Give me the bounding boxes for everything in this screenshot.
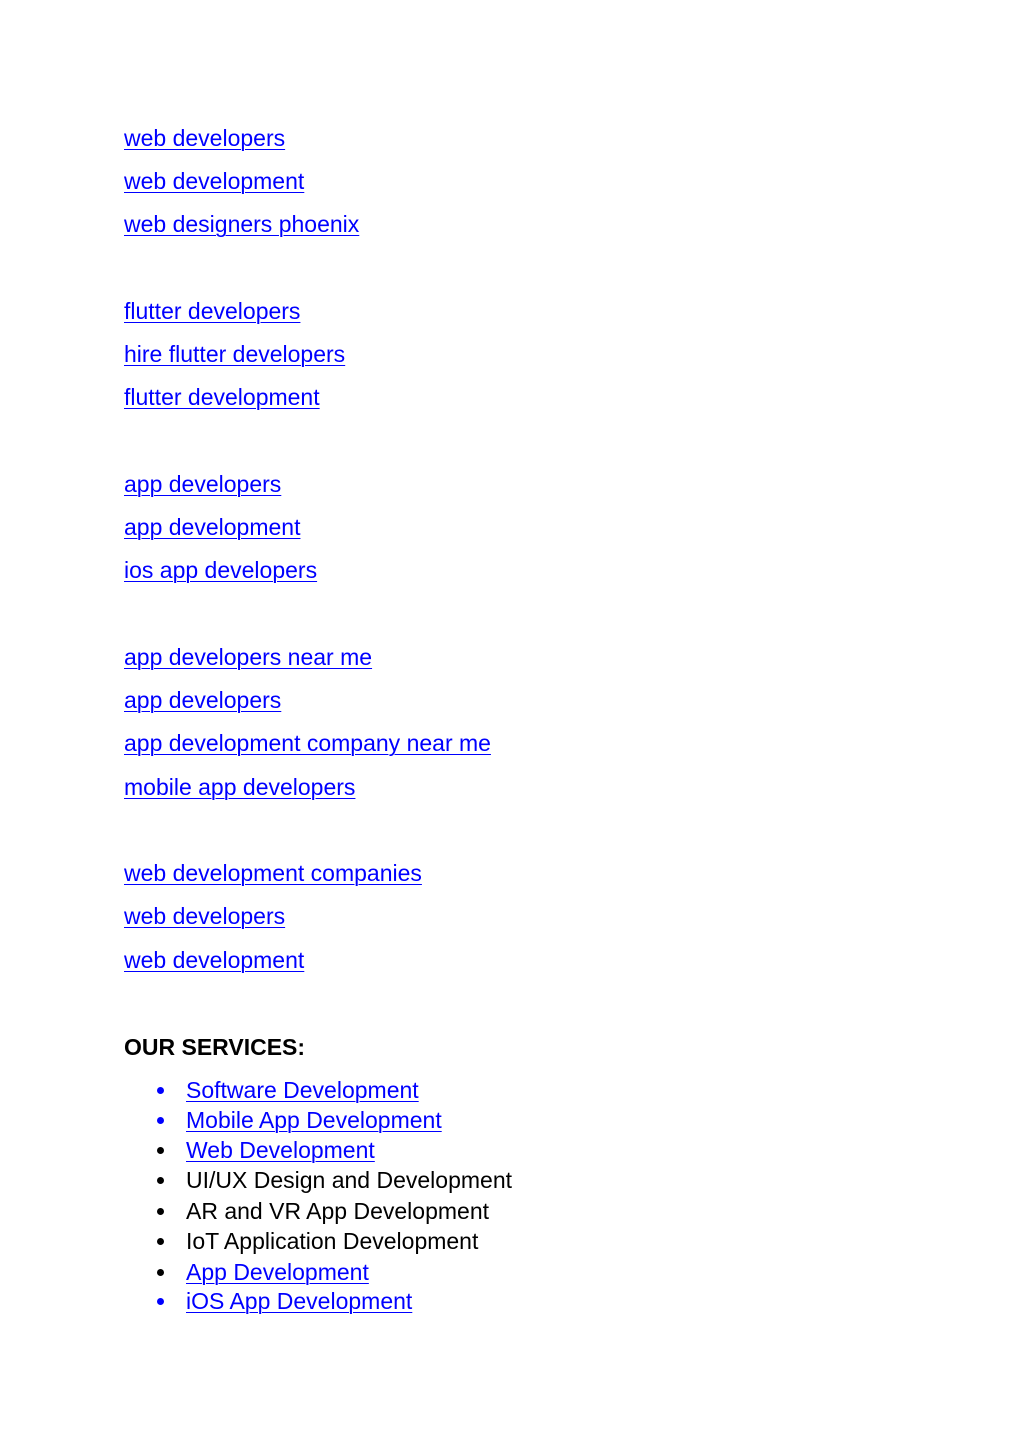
link-app-developers[interactable]: app developers	[124, 471, 282, 497]
service-link-app-development[interactable]: App Development	[186, 1259, 369, 1285]
services-heading: OUR SERVICES:	[124, 1034, 306, 1060]
link-web-designers-phoenix[interactable]: web designers phoenix	[124, 211, 360, 237]
service-link-software-development[interactable]: Software Development	[186, 1077, 419, 1103]
link-flutter-developers[interactable]: flutter developers	[124, 298, 301, 324]
service-link-ios-app-development[interactable]: iOS App Development	[186, 1288, 413, 1314]
link-flutter-development[interactable]: flutter development	[124, 384, 320, 410]
bullet-icon	[155, 1076, 169, 1104]
link-app-development-company-near-me[interactable]: app development company near me	[124, 730, 491, 756]
bullet-icon	[155, 1136, 169, 1164]
link-web-developers-2[interactable]: web developers	[124, 903, 286, 929]
bullet-icon	[155, 1166, 169, 1194]
link-app-development[interactable]: app development	[124, 514, 301, 540]
bullet-icon	[155, 1287, 169, 1315]
link-hire-flutter-developers[interactable]: hire flutter developers	[124, 341, 346, 367]
service-text-ui-ux-design: UI/UX Design and Development	[186, 1167, 512, 1193]
link-mobile-app-developers[interactable]: mobile app developers	[124, 774, 356, 800]
link-web-development-companies[interactable]: web development companies	[124, 860, 422, 886]
service-text-iot-application-development: IoT Application Development	[186, 1228, 479, 1254]
bullet-icon	[155, 1227, 169, 1255]
service-link-mobile-app-development[interactable]: Mobile App Development	[186, 1107, 442, 1133]
bullet-icon	[155, 1197, 169, 1225]
bullet-icon	[155, 1258, 169, 1286]
link-app-developers-2[interactable]: app developers	[124, 687, 282, 713]
link-web-developers[interactable]: web developers	[124, 125, 286, 151]
link-app-developers-near-me[interactable]: app developers near me	[124, 644, 373, 670]
service-link-web-development[interactable]: Web Development	[186, 1137, 375, 1163]
link-web-development[interactable]: web development	[124, 168, 305, 194]
bullet-icon	[155, 1106, 169, 1134]
link-web-development-2[interactable]: web development	[124, 947, 305, 973]
link-ios-app-developers[interactable]: ios app developers	[124, 557, 318, 583]
service-text-ar-vr-app-development: AR and VR App Development	[186, 1198, 490, 1224]
